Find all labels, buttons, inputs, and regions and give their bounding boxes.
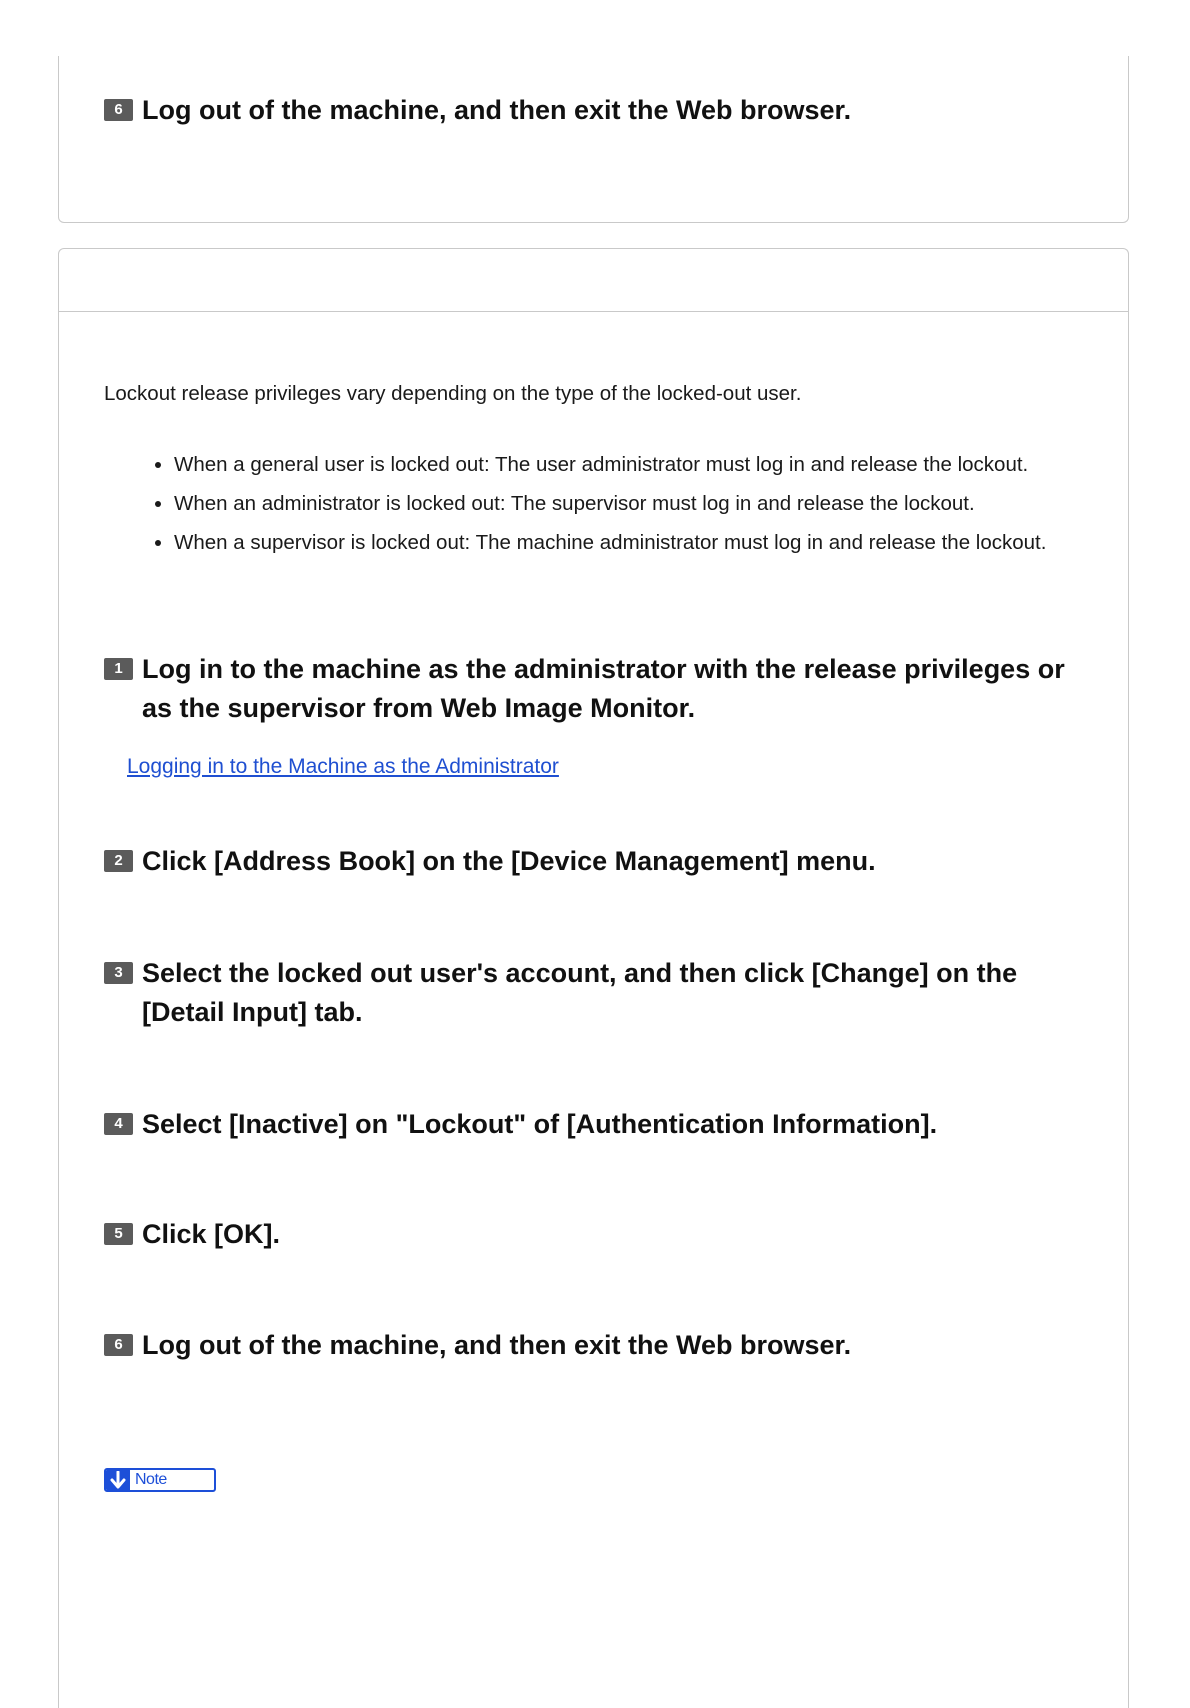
step-number-badge: 4 bbox=[104, 1113, 133, 1135]
step-text: Log in to the machine as the administrator with the release privileges or as the supervisor from Web Image Monitor. bbox=[142, 654, 1065, 723]
list-item: • When a general user is locked out: The user administrator must log in and release the lockout. bbox=[174, 451, 1046, 479]
step-text: Select the locked out user's account, and then click [Change] on the [Detail Input] tab. bbox=[142, 958, 1018, 1027]
step-number-badge: 1 bbox=[104, 658, 133, 680]
list-item: • When a supervisor is locked out: The machine administrator must log in and release the lockout. bbox=[174, 529, 1046, 557]
step-text: Select [Inactive] on "Lockout" of [Authentication Information]. bbox=[142, 1109, 938, 1139]
previous-procedure-panel bbox=[58, 56, 1129, 223]
step-2 bbox=[104, 842, 1084, 881]
step-text: Log out of the machine, and then exit the Web browser. bbox=[142, 95, 852, 125]
down-arrow-icon bbox=[106, 1470, 130, 1490]
step-5 bbox=[104, 1215, 1084, 1254]
step-number-badge: 2 bbox=[104, 850, 133, 872]
step-text: Log out of the machine, and then exit the Web browser. bbox=[142, 1330, 852, 1360]
step-4 bbox=[104, 1105, 1084, 1144]
list-item: • When an administrator is locked out: The supervisor must log in and release the lockout. bbox=[174, 490, 1046, 518]
intro-paragraph: Lockout release privileges vary depending on the type of the locked-out user. bbox=[104, 382, 802, 405]
step-number-badge: 6 bbox=[104, 99, 133, 121]
step-number-badge: 6 bbox=[104, 1334, 133, 1356]
note-label: Note bbox=[135, 1471, 167, 1488]
admin-login-link[interactable]: Logging in to the Machine as the Administrator bbox=[127, 755, 559, 778]
step-3 bbox=[104, 954, 1084, 1032]
step-number-badge: 3 bbox=[104, 962, 133, 984]
step-text: Click [OK]. bbox=[142, 1219, 281, 1249]
privilege-list bbox=[150, 451, 1046, 568]
step-text: Click [Address Book] on the [Device Management] menu. bbox=[142, 846, 876, 876]
note-heading bbox=[104, 1468, 216, 1492]
panel-header bbox=[59, 249, 1128, 312]
step-6 bbox=[104, 1326, 1084, 1365]
step-number-badge: 5 bbox=[104, 1223, 133, 1245]
previous-step-6 bbox=[104, 91, 1084, 130]
step-1 bbox=[104, 650, 1084, 728]
